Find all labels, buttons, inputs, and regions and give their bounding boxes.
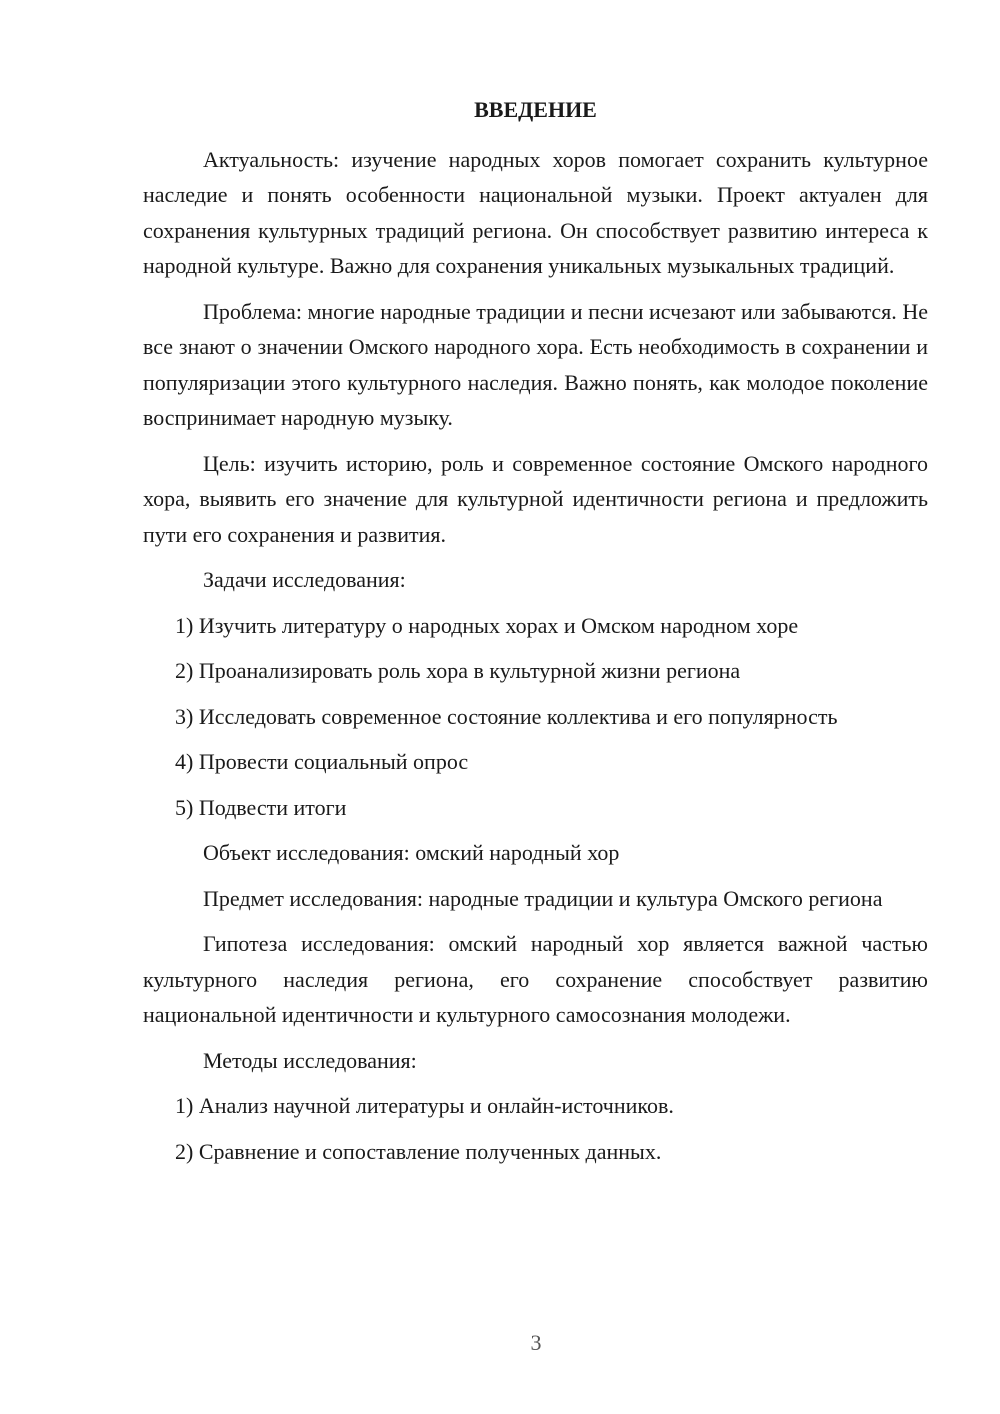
task-item-4: 4) Провести социальный опрос (175, 749, 469, 774)
subject-paragraph: Предмет исследования: народные традиции и культура Омского региона (203, 885, 883, 911)
problem-paragraph: Проблема: многие народные традиции и песни исчезают или забываются. Не все знают о значении Омского народного хора. Есть необходимость в сохранении и популяризации этого культурного наследия. Важно понять, как молодое поколение воспринимает народную музыку. (143, 298, 928, 430)
goal-paragraph: Цель: изучить историю, роль и современное состояние Омского народного хора, выявить его значение для культурной идентичности региона и предложить пути его сохранения и развития. (143, 450, 928, 547)
task-item-5: 5) Подвести итоги (175, 794, 347, 820)
page-number: 3 (530, 1330, 542, 1355)
method-item-1: 1) Анализ научной литературы и онлайн-источников. (175, 1093, 674, 1118)
relevance-paragraph: Актуальность: изучение народных хоров помогает сохранить культурное наследие и понять особенности национальной музыки. Проект актуален для сохранения культурных традиций региона. Он способствует развитию интереса к народной культуре. Важно для сохранения уникальных музыкальных традиций. (143, 146, 928, 278)
page-title: ВВЕДЕНИЕ (474, 97, 597, 122)
tasks-label: Задачи исследования: (203, 567, 406, 592)
page-content (143, 92, 928, 1179)
task-item-2: 2) Проанализировать роль хора в культурной жизни региона (175, 658, 741, 683)
tasks-list (143, 608, 928, 826)
object-paragraph: Объект исследования: омский народный хор (203, 840, 620, 865)
task-item-3: 3) Исследовать современное состояние коллектива и его популярность (175, 703, 838, 729)
method-item-2: 2) Сравнение и сопоставление полученных данных. (175, 1138, 662, 1164)
hypothesis-paragraph: Гипотеза исследования: омский народный хор является важной частью культурного наследия региона, его сохранение способствует развитию национальной идентичности и культурного самосознания молодежи. (143, 931, 928, 1027)
methods-list (143, 1088, 928, 1169)
methods-label: Методы исследования: (203, 1047, 417, 1073)
task-item-1: 1) Изучить литературу о народных хорах и Омском народном хоре (175, 612, 799, 638)
